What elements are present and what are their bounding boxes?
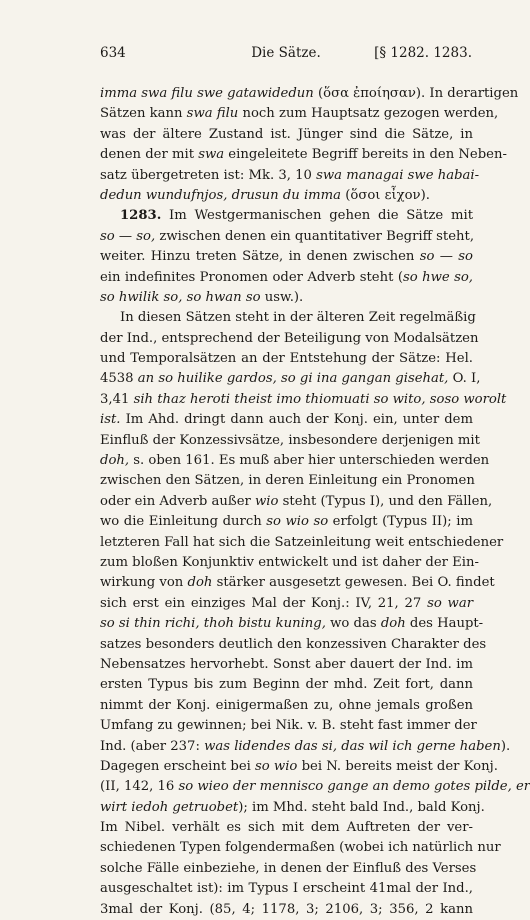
text-segment: weiter. Hinzu treten Sätze, in denen zwischen	[100, 249, 420, 265]
text-line	[100, 369, 481, 389]
text-segment: ersten Typus bis zum Beginn der mhd. Zeit fort, dann	[100, 677, 473, 693]
text-segment: denen der mit	[100, 147, 199, 163]
text-segment: Dagegen erscheint bei	[100, 758, 256, 774]
text-line	[100, 288, 473, 308]
text-line	[100, 104, 499, 124]
text-segment: steht (Typus I), und den Fällen,	[278, 493, 493, 509]
text-segment: 4538	[100, 371, 138, 387]
text-line	[100, 737, 511, 757]
quoted-text: was lidendes das si, das wil ich gerne haben	[204, 738, 501, 754]
text-line	[100, 553, 479, 573]
quoted-text: ist.	[100, 412, 121, 428]
text-line	[100, 879, 473, 899]
text-segment: und Temporalsätzen an der Entstehung der Sätze: Hel.	[100, 351, 473, 367]
quoted-text: so war	[427, 595, 474, 611]
text-segment: letzteren Fall hat sich die Satzeinleitung weit entschiedener	[100, 534, 504, 550]
text-line	[100, 594, 473, 614]
text-line	[100, 838, 501, 858]
text-segment: ).	[500, 738, 511, 754]
text-line	[100, 84, 519, 104]
quoted-text: doh,	[100, 453, 130, 469]
text-segment: solche Fälle einbeziehe, in denen der Einfluß des Verses	[100, 860, 477, 876]
quoted-text: so hwe so,	[402, 269, 473, 285]
text-line	[100, 533, 504, 553]
quoted-text: so hwilik so, so hwan so	[100, 289, 261, 305]
quoted-text: swa managai swe habai-	[316, 167, 480, 183]
text-line	[100, 431, 480, 451]
quoted-text: dedun wundufnjos, drusun du imma	[100, 187, 342, 203]
quoted-text: wio	[255, 493, 279, 509]
text-line	[100, 492, 493, 512]
quoted-text: so — so	[419, 249, 473, 265]
text-line	[100, 471, 473, 491]
text-line	[100, 675, 473, 695]
text-segment: bei N. bereits meist der Konj.	[297, 758, 498, 774]
text-line	[100, 512, 473, 532]
quoted-text: so wio	[255, 758, 298, 774]
section-reference: [§ 1282. 1283.	[374, 45, 472, 61]
text-segment: Im Westgermanischen gehen die Sätze mit	[161, 208, 473, 224]
text-segment: Einfluß der Konzessivsätze, insbesondere derjenigen mit	[100, 432, 480, 448]
text-line	[100, 696, 473, 716]
text-segment: Im Nibel. verhält es sich mit dem Auftreten der ver-	[100, 820, 473, 836]
text-line	[100, 247, 473, 267]
quoted-text: an so huilike gardos, so gi ina gangan gisehat,	[137, 371, 449, 387]
text-segment: 3mal der Konj. (85, 4; 1178, 3; 2106, 3; 356, 2 kann	[100, 901, 473, 917]
quoted-text: swa	[198, 147, 225, 163]
text-segment: oder ein Adverb außer	[100, 493, 256, 509]
text-segment: noch zum Hauptsatz gezogen werden,	[238, 106, 499, 122]
text-segment: ); im Mhd. steht bald Ind., bald Konj.	[238, 799, 485, 815]
quoted-text: so wieo der mennisco gange an demo gotes pilde, er	[178, 779, 530, 795]
text-line	[100, 125, 473, 145]
text-segment: Im Ahd. dringt dann auch der Konj. ein, unter dem	[120, 412, 473, 428]
text-segment: wirkung von	[100, 575, 188, 591]
text-segment: Sätzen kann	[100, 106, 187, 122]
text-segment: der Ind., entsprechend der Beteiligung von Modalsätzen	[100, 330, 479, 346]
running-title: Die Sätze.	[251, 45, 321, 61]
text-line	[100, 186, 473, 206]
text-segment: (ὅσοι εἶχον).	[341, 187, 430, 203]
text-segment: zum bloßen Konjunktiv entwickelt und ist daher der Ein-	[100, 554, 479, 570]
text-line	[100, 268, 473, 288]
page-number: 634	[100, 45, 126, 61]
text-line	[100, 859, 477, 879]
text-line	[100, 227, 473, 247]
text-line	[100, 308, 476, 328]
text-line	[100, 798, 485, 818]
text-line	[100, 716, 477, 736]
text-line	[100, 329, 479, 349]
text-segment: sich erst ein einziges Mal der Konj.: IV, 21, 27	[100, 595, 428, 611]
text-segment: zwischen denen ein quantitativer Begriff steht,	[155, 228, 475, 244]
quoted-text: imma swa filu swe gatawidedun	[100, 86, 314, 101]
text-segment: des Haupt-	[405, 616, 484, 632]
quoted-text: doh	[187, 575, 213, 591]
quoted-text: swa filu	[186, 106, 239, 122]
section-number: 1283.	[120, 208, 162, 224]
text-line	[100, 777, 530, 797]
text-segment: Ind. (aber 237:	[100, 738, 205, 754]
text-line	[100, 655, 473, 675]
text-line	[100, 206, 473, 226]
text-segment: was der ältere Zustand ist. Jünger sind die Sätze, in	[100, 126, 473, 142]
text-segment: wo das	[325, 616, 381, 632]
text-line	[100, 573, 495, 593]
text-segment: wo die Einleitung durch	[100, 514, 267, 530]
text-line	[100, 410, 473, 430]
text-segment: (ὅσα ἐποίησαν). In derartigen	[313, 86, 519, 101]
text-line	[100, 349, 473, 369]
text-line	[100, 145, 507, 165]
text-line	[100, 900, 473, 920]
text-segment: zwischen den Sätzen, in deren Einleitung ein Pronomen	[100, 473, 475, 489]
text-segment: ausgeschaltet ist): im Typus I erscheint 41mal der Ind.,	[100, 881, 473, 897]
text-segment: stärker ausgesetzt gewesen. Bei O. findet	[212, 575, 495, 591]
text-segment: eingeleitete Begriff bereits in den Neben-	[224, 147, 507, 163]
text-segment: (II, 142, 16	[100, 779, 179, 795]
text-segment: ein indefinites Pronomen oder Adverb steht (	[100, 269, 403, 285]
text-segment: usw.).	[260, 289, 304, 305]
text-segment: nimmt der Konj. einigermaßen zu, ohne jemals großen	[100, 697, 473, 713]
text-line	[100, 818, 473, 838]
text-segment: schiedenen Typen folgendermaßen (wobei ich natürlich nur	[100, 840, 501, 856]
text-segment: 3,41	[100, 391, 134, 407]
text-segment: Umfang zu gewinnen; bei Nik. v. B. steht fast immer der	[100, 718, 477, 734]
text-segment: In diesen Sätzen steht in der älteren Zeit regelmäßig	[120, 310, 476, 326]
text-segment: s. oben 161. Es muß aber hier unterschieden werden	[129, 453, 490, 469]
quoted-text: so si thin richi, thoh bistu kuning,	[100, 616, 326, 632]
quoted-text: doh	[380, 616, 406, 632]
quoted-text: so — so,	[100, 228, 156, 244]
quoted-text: so wio so	[266, 514, 329, 530]
quoted-text: wirt iedoh getruobet	[100, 799, 239, 815]
text-line	[100, 451, 490, 471]
quoted-text: sih thaz heroti theist imo thiomuati so wito, soso worolt	[133, 391, 507, 407]
text-segment: satz übergetreten ist: Mk. 3, 10	[100, 167, 317, 183]
page-header	[100, 45, 472, 65]
text-line	[100, 614, 484, 634]
text-segment: erfolgt (Typus II); im	[328, 514, 473, 530]
text-segment: O. I,	[448, 371, 481, 387]
text-line	[100, 390, 507, 410]
text-line	[100, 635, 487, 655]
text-line	[100, 166, 480, 186]
text-line	[100, 757, 498, 777]
text-segment: Nebensatzes hervorhebt. Sonst aber dauert der Ind. im	[100, 656, 473, 672]
text-segment: satzes besonders deutlich den konzessiven Charakter des	[100, 636, 487, 652]
body-text	[100, 84, 530, 920]
